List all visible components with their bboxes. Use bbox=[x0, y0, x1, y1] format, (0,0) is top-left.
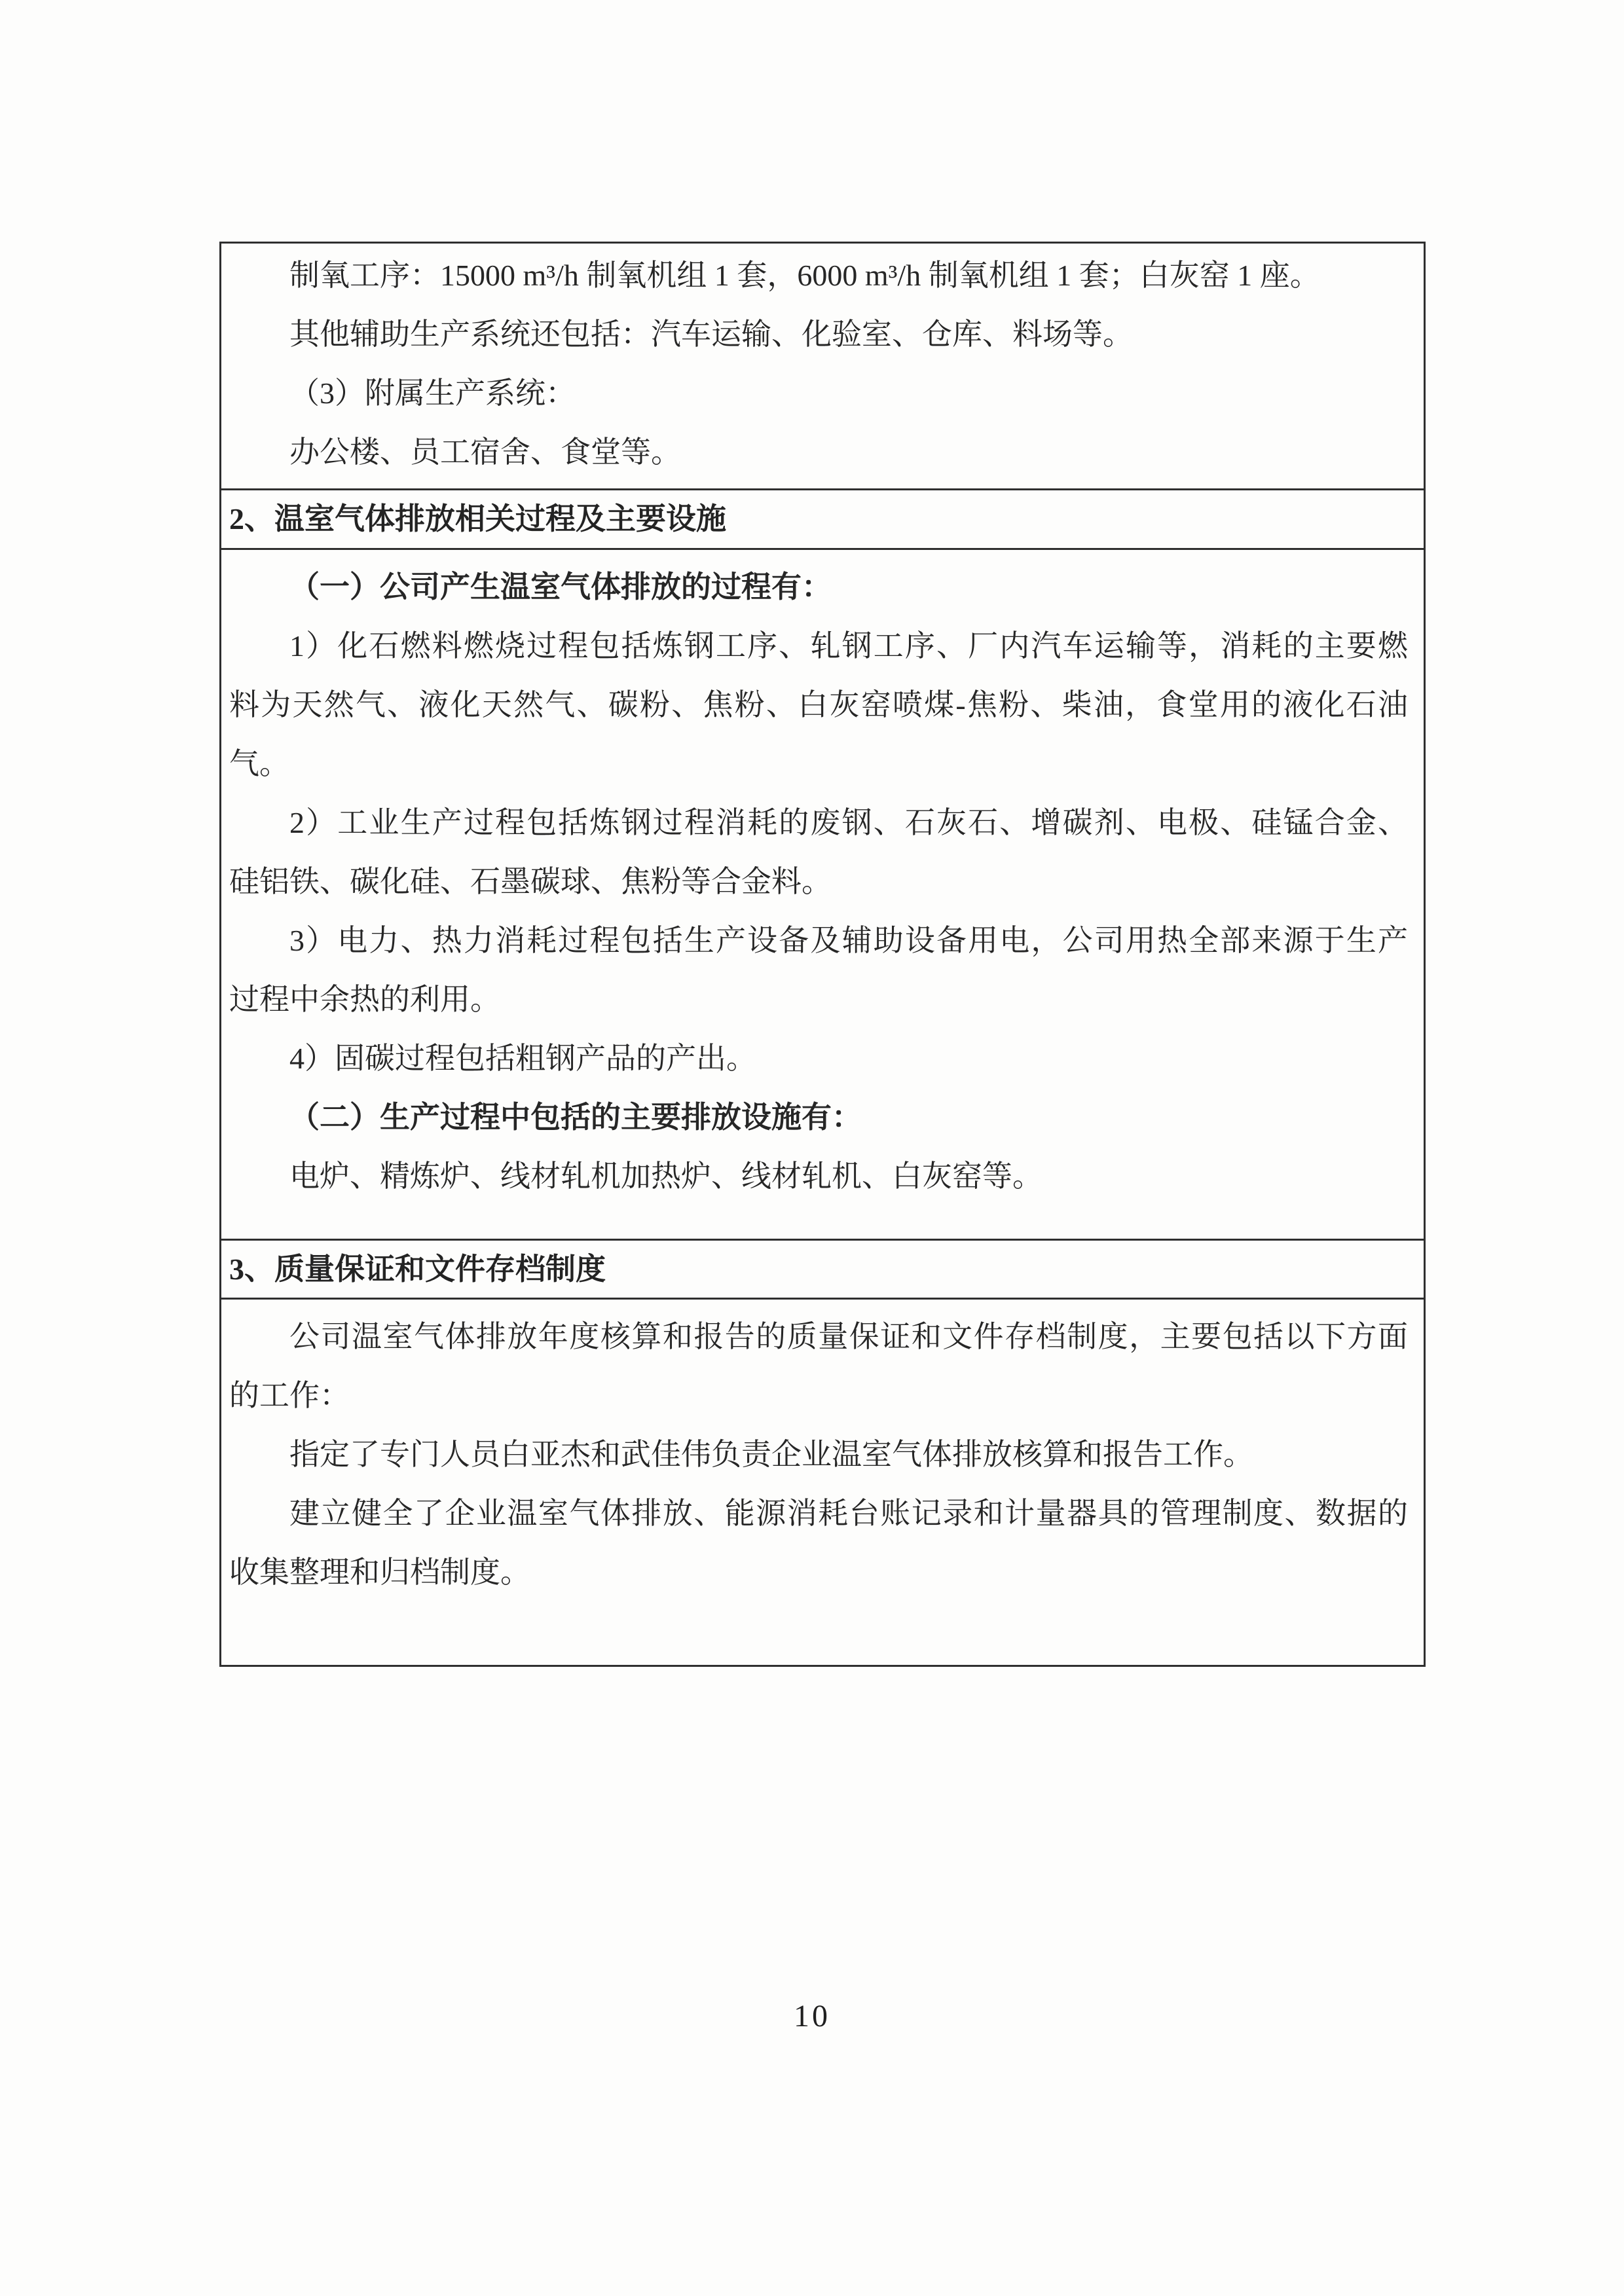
text-line: 硅铝铁、碳化硅、石墨碳球、焦粉等合金料。 bbox=[229, 865, 832, 898]
text-line: 1）化石燃料燃烧过程包括炼钢工序、轧钢工序、厂内汽车运输等，消耗的主要燃 bbox=[289, 629, 1408, 663]
page-number: 10 bbox=[794, 1999, 830, 2033]
section-3-content-cell bbox=[221, 1298, 1424, 1665]
text-line: 指定了专门人员白亚杰和武佳伟负责企业温室气体排放核算和报告工作。 bbox=[289, 1438, 1253, 1471]
text-line: 办公楼、员工宿舍、食堂等。 bbox=[289, 435, 681, 469]
text-line: 电炉、精炼炉、线材轧机加热炉、线材轧机、白灰窑等。 bbox=[289, 1159, 1043, 1193]
text-line: 气。 bbox=[229, 747, 289, 780]
section-3-header: 3、质量保证和文件存档制度 bbox=[229, 1252, 606, 1286]
text-line: 4）固碳过程包括粗钢产品的产出。 bbox=[289, 1042, 756, 1075]
report-table bbox=[219, 242, 1426, 1667]
text-line: 建立健全了企业温室气体排放、能源消耗台账记录和计量器具的管理制度、数据的 bbox=[289, 1497, 1408, 1530]
text-line: 制氧工序：15000 m³/h 制氧机组 1 套，6000 m³/h 制氧机组 1 套；白灰窑 1 座。 bbox=[289, 259, 1320, 292]
text-line: 的工作： bbox=[229, 1379, 350, 1412]
section-2-content-cell bbox=[221, 548, 1424, 1239]
section-1-content-cell bbox=[221, 244, 1424, 488]
text-line: 2）工业生产过程包括炼钢过程消耗的废钢、石灰石、增碳剂、电极、硅锰合金、 bbox=[289, 806, 1408, 839]
text-line: （3）附属生产系统： bbox=[289, 376, 576, 410]
text-line: 其他辅助生产系统还包括：汽车运输、化验室、仓库、料场等。 bbox=[289, 318, 1133, 351]
text-line: 公司温室气体排放年度核算和报告的质量保证和文件存档制度，主要包括以下方面 bbox=[289, 1320, 1408, 1353]
text-line: 过程中余热的利用。 bbox=[229, 983, 500, 1016]
section-3-header-cell bbox=[221, 1239, 1424, 1298]
text-line: （二）生产过程中包括的主要排放设施有： bbox=[289, 1101, 862, 1134]
text-line: 收集整理和归档制度。 bbox=[229, 1556, 530, 1589]
text-line: （一）公司产生温室气体排放的过程有： bbox=[289, 570, 832, 604]
section-2-header-cell bbox=[221, 488, 1424, 548]
text-line: 3）电力、热力消耗过程包括生产设备及辅助设备用电，公司用热全部来源于生产 bbox=[289, 924, 1408, 957]
section-2-header: 2、温室气体排放相关过程及主要设施 bbox=[229, 502, 726, 536]
text-line: 料为天然气、液化天然气、碳粉、焦粉、白灰窑喷煤-焦粉、柴油，食堂用的液化石油 bbox=[229, 688, 1408, 721]
